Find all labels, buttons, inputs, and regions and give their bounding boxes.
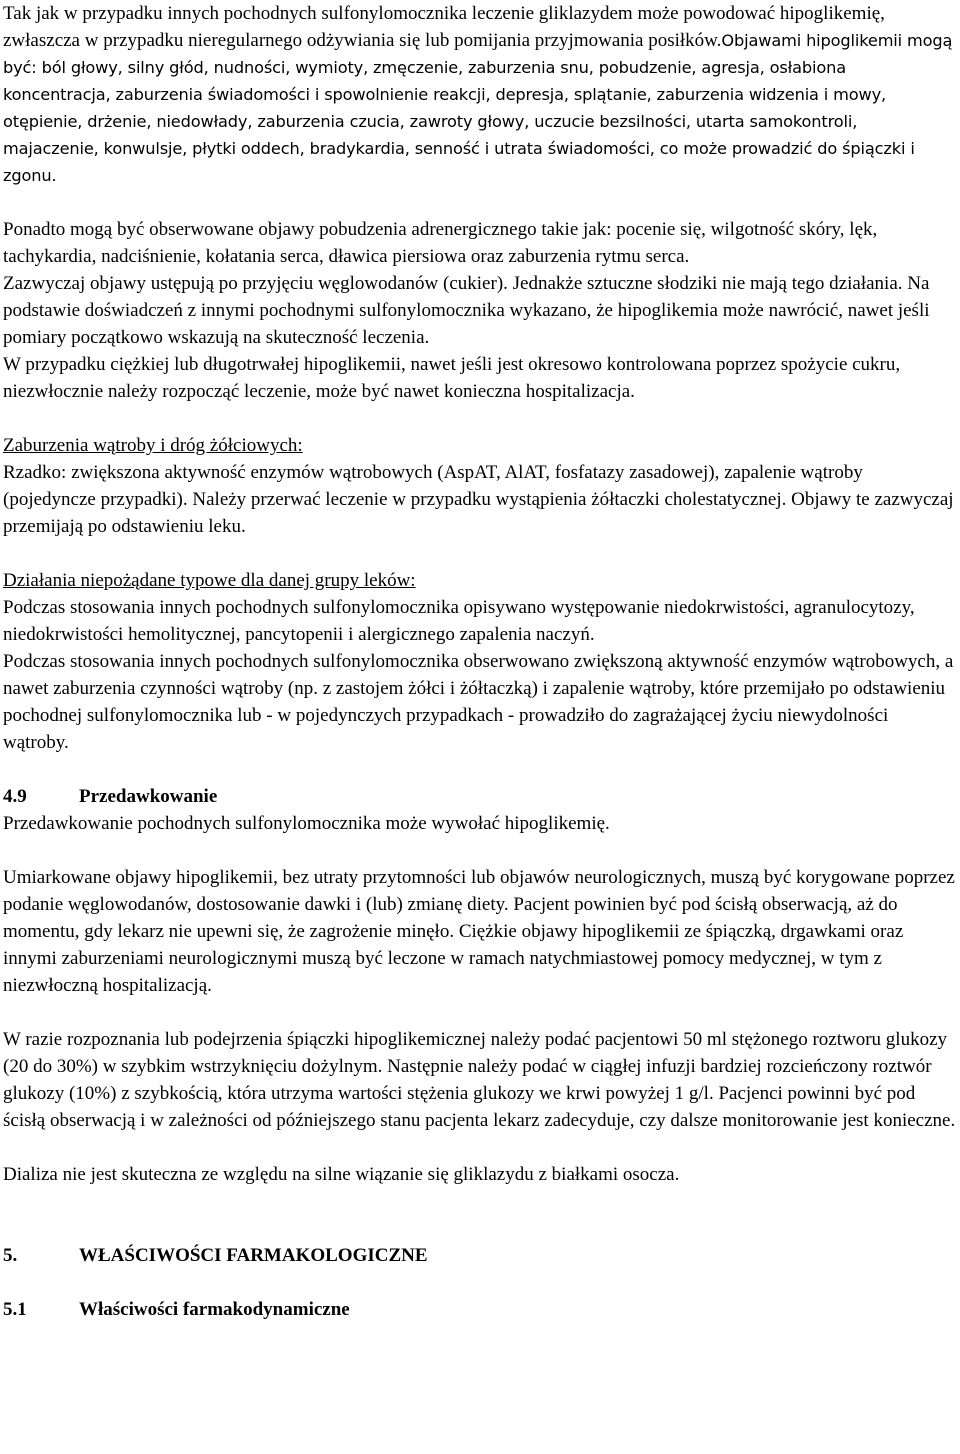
section-5-number: 5. (3, 1245, 18, 1266)
section-5-1-heading (3, 1296, 957, 1323)
severe-hypoglycemia-paragraph: W przypadku ciężkiej lub długotrwałej hipoglikemii, nawet jeśli jest okresowo kontrolowana poprzez spożycie cukru, niezwłocznie należy rozpocząć leczenie, może być nawet konieczna hospitalizacja. (3, 354, 901, 402)
overdose-paragraph-2: W razie rozpoznania lub podejrzenia śpiączki hipoglikemicznej należy podać pacjentowi 50 ml stężonego roztworu glukozy (20 do 30%) w szybkim wstrzyknięciu dożylnym. Następnie należy podać w ciągłej infuzji bardziej rozcieńczony roztwór glukozy (10%) z szybkością, która utrzyma wartości stężenia glukozy we krwi powyżej 1 g/l. Pacjenci powinni być pod ścisłą obserwacją i w zależności od późniejszego stanu pacjenta lekarz zadecyduje, czy dalsze monitorowanie jest konieczne. (3, 1029, 956, 1131)
section-5-title: WŁAŚCIWOŚCI FARMAKOLOGICZNE (79, 1245, 428, 1266)
class-effects-body-1: Podczas stosowania innych pochodnych sulfonylomocznika opisywano występowanie niedokrwistości, agranulocytozy, niedokrwistości hemolitycznej, pancytopenii i alergicznego zapalenia naczyń. (3, 597, 915, 645)
section-4-9-number: 4.9 (3, 786, 27, 807)
hypoglycemia-symptoms-text: Objawami hipoglikemii mogą być: ból głowy, silny głód, nudności, wymioty, zmęczenie, zaburzenia snu, pobudzenie, agresja, osłabiona koncentracja, zaburzenia świadomości i spowolnienie reakcji, depresja, splątanie, zaburzenia widzenia i mowy, otępienie, drżenie, niedowłady, zaburzenia czucia, zawroty głowy, uczucie bezsilności, utarta samokontroli, majaczenie, konwulsje, płytki oddech, bradykardia, senność i utrata świadomości, co może prowadzić do śpiączki i zgonu. (3, 31, 953, 185)
section-4-9-title: Przedawkowanie (79, 786, 218, 807)
overdose-paragraph-3: Dializa nie jest skuteczna ze względu na silne wiązanie się gliklazydu z białkami osocza. (3, 1164, 680, 1185)
class-effects-heading: Działania niepożądane typowe dla danej grupy leków: (3, 570, 416, 591)
section-5-1-title: Właściwości farmakodynamiczne (79, 1299, 350, 1320)
document-page (3, 0, 957, 1323)
liver-body: Rzadko: zwiększona aktywność enzymów wątrobowych (AspAT, AlAT, fosfatazy zasadowej), zapalenie wątroby (pojedyncze przypadki). Należy przerwać leczenie w przypadku wystąpienia żółtaczki cholestatycznej. Objawy te zazwyczaj przemijają po odstawieniu leku. (3, 462, 954, 537)
hypoglycemia-intro-text: Tak jak w przypadku innych pochodnych sulfonylomocznika leczenie gliklazydem może powodować hipoglikemię, zwłaszcza w przypadku nieregularnego odżywiania się lub pomijania przyjmowania posiłków. (3, 3, 885, 51)
section-5-heading (3, 1242, 957, 1269)
hypoglycemia-paragraph (3, 0, 957, 189)
carbohydrates-paragraph: Zazwyczaj objawy ustępują po przyjęciu węglowodanów (cukier). Jednakże sztuczne słodziki nie mają tego działania. Na podstawie doświadczeń z innymi pochodnymi sulfonylomocznika wykazano, że hipoglikemia może nawrócić, nawet jeśli pomiary początkowo wskazują na skuteczność leczenia. (3, 273, 930, 348)
section-5-1-number: 5.1 (3, 1299, 27, 1320)
class-effects-body-2: Podczas stosowania innych pochodnych sulfonylomocznika obserwowano zwiększoną aktywność enzymów wątrobowych, a nawet zaburzenia czynności wątroby (np. z zastojem żółci i żółtaczką) i zapalenie wątroby, które przemijało po odstawieniu pochodnej sulfonylomocznika lub - w pojedynczych przypadkach - prowadziło do zagrażającej życiu niewydolności wątroby. (3, 651, 954, 753)
liver-heading: Zaburzenia wątroby i dróg żółciowych: (3, 435, 303, 456)
overdose-intro: Przedawkowanie pochodnych sulfonylomocznika może wywołać hipoglikemię. (3, 813, 610, 834)
overdose-paragraph-1: Umiarkowane objawy hipoglikemii, bez utraty przytomności lub objawów neurologicznych, muszą być korygowane poprzez podanie węglowodanów, dostosowanie dawki i (lub) zmianę diety. Pacjent powinien być pod ścisłą obserwacją, aż do momentu, gdy lekarz nie upewni się, że zagrożenie minęło. Ciężkie objawy hipoglikemii ze śpiączką, drgawkami oraz innymi zaburzeniami neurologicznymi muszą być leczone w ramach natychmiastowej pomocy medycznej, w tym z niezwłoczną hospitalizacją. (3, 867, 955, 996)
adrenergic-paragraph: Ponadto mogą być obserwowane objawy pobudzenia adrenergicznego takie jak: pocenie się, wilgotność skóry, lęk, tachykardia, nadciśnienie, kołatania serca, dławica piersiowa oraz zaburzenia rytmu serca. (3, 219, 878, 267)
section-4-9-heading (3, 783, 957, 810)
